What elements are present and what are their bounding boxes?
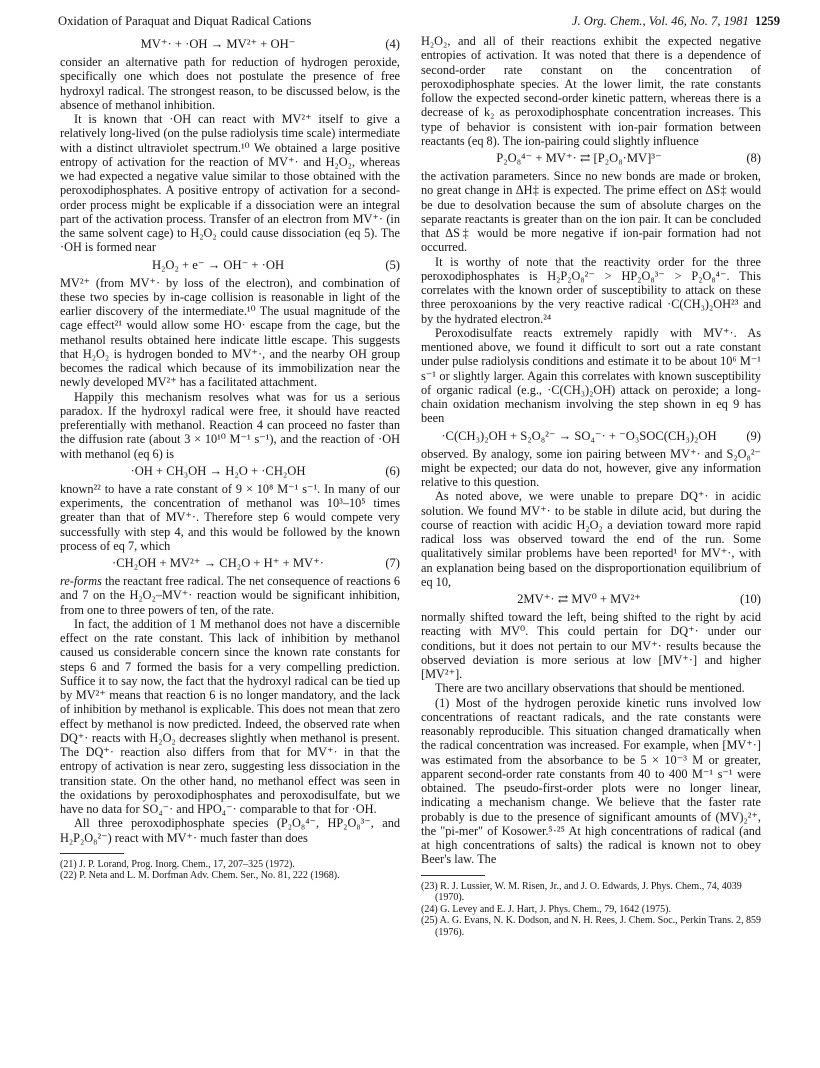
footnote-divider [421, 875, 485, 876]
footnote: (24) G. Levey and E. J. Hart, J. Phys. Chem., 79, 1642 (1975). [421, 903, 671, 915]
equation-formula: P₂O₈⁴⁻ + MV⁺· ⇄ [P₂O₈·MV]³⁻ [496, 151, 662, 165]
equation-number: (9) [746, 428, 761, 443]
equation-6 [60, 463, 400, 479]
paragraph: MV²⁺ (from MV⁺· by loss of the electron), and combination of these two species by in-cage collision is reasonable in light of the earlier discovery of the intermediate.¹⁰ The usual magnitude of the cage effect²¹ would allow some HO· escape from the cage, but the methanol results obtained here indicate little escape. This suggests that H₂O₂ is hydrogen bonded to MV⁺·, and the nearby OH group becomes the radical which because of its immobilization near the newly developed MV²⁺ has a facilitated attachment. [60, 275, 400, 390]
equation-number: (7) [385, 556, 400, 570]
footnote: (23) R. J. Lussier, W. M. Risen, Jr., and J. O. Edwards, J. Phys. Chem., 74, 4039 (1970). [421, 880, 742, 903]
footnote: (22) P. Neta and L. M. Dorfman Adv. Chem. Ser., No. 81, 222 (1968). [60, 870, 340, 882]
equation-number: (8) [746, 151, 761, 165]
equation-formula: ·OH + CH₃OH → H₂O + ·CH₂OH [130, 463, 306, 478]
paragraph: It is known that ·OH can react with MV²⁺ itself to give a relatively long-lived (on the pulse radiolysis time scale) intermediate with a distinct ultraviolet spectrum.¹⁰ We obtained a large positive entropy of activation for the reaction of MV⁺· and H₂O₂, whereas we had expected a negative value similar to those obtained with the peroxodiphosphates. A positive entropy of activation for a second-order process might be explicable if a dissociation were an integral part of the activation process. Transfer of an electron from MV⁺· (in the same solvent cage) to H₂O₂ could cause dissociation (eq 5). The ·OH is formed near [60, 112, 400, 255]
paragraph: observed. By analogy, some ion pairing between MV⁺· and S₂O₈²⁻ might be expected; our data do not, however, give any information relative to this question. [421, 446, 761, 489]
equation-4 [60, 36, 400, 52]
right-column [421, 34, 761, 938]
footnotes [60, 859, 400, 882]
paragraph: Peroxodisulfate reacts extremely rapidly with MV⁺·. As mentioned above, we found it difficult to sort out a rate constant under pulse radiolysis conditions and estimate it to be about 10⁶ M⁻¹ s⁻¹ or slightly larger. Again this correlates with known susceptibility of organic radical (e.g., ·C(CH₃)₂OH) attack on peroxide; a long-chain oxidation mechanism involving the step shown in eq 9 has been [421, 325, 761, 426]
paragraph: It is worthy of note that the reactivity order for the three peroxodiphosphates is H₂P₂O₈²⁻ > HP₂O₈³⁻ > P₂O₈⁴⁻. This correlates with the known order of susceptibility to attack on these three peroxoanions by the very reactive radical ·C(CH₃)₂OH²³ and by the hydrated electron.²⁴ [421, 254, 761, 326]
footnote-divider [60, 853, 124, 854]
equation-5 [60, 257, 400, 273]
paragraph: As noted above, we were unable to prepare DQ⁺· in acidic solution. We found MV⁺· to be stable in dilute acid, but during the course of reaction with acidic H₂O₂ a deviation toward more rapid radical loss was observed toward the end of the run. Some qualitatively similar problems have been reported¹ for MV⁺·, with an explanation being based on the disproportionation equilibrium of eq 10, [421, 489, 761, 589]
journal-name: J. Org. Chem., Vol. 46, No. 7, 1981 [571, 14, 749, 28]
equation-formula: H₂O₂ + e⁻ → OH⁻ + ·OH [151, 257, 285, 272]
equation-8 [421, 150, 761, 166]
left-column [60, 34, 400, 882]
equation-9 [421, 428, 761, 444]
paragraph: There are two ancillary observations that should be mentioned. [435, 681, 745, 696]
journal-citation [572, 12, 780, 30]
equation-formula: ·CH₂OH + MV²⁺ → CH₂O + H⁺ + MV⁺· [112, 556, 324, 570]
footnote: (21) J. P. Lorand, Prog. Inorg. Chem., 17, 207–325 (1972). [60, 858, 295, 870]
equation-formula: 2MV⁺· ⇄ MV⁰ + MV²⁺ [517, 592, 641, 606]
page-number: 1259 [754, 14, 780, 28]
paragraph: the activation parameters. Since no new bonds are made or broken, no great change in ΔH‡ is expected. The prime effect on ΔS‡ would be due to desolvation because the sum of absolute charges on the separate reactants is greater than on the ion pair. It can be concluded that ΔS‡ would be more negative if ion-pair formation had not occurred. [421, 169, 761, 255]
running-title: Oxidation of Paraquat and Diquat Radical Cations [58, 14, 312, 28]
emphasis: re-forms [60, 574, 102, 588]
paragraph: (1) Most of the hydrogen peroxide kinetic runs involved low concentrations of reactant radicals, and the rate constants were reasonably reproducible. This situation changed dramatically when the radical concentration was increased. For example, when [MV⁺·] was estimated from the absorbance to be 5 × 10⁻³ M or greater, apparent second-order rate constants from 40 to 400 M⁻¹ s⁻¹ were obtained. The pseudo-first-order plots were no longer linear, indicating a mechanism change. We believe that the faster rate probably is due to the presence of significant amounts of (MV)₂²⁺, the "pi-mer" of Kosower.⁵·²⁵ At high concentrations of radical (and at high concentrations of salts) the radical is known not to obey Beer's law. The [421, 695, 761, 867]
paragraph-text: the reactant free radical. The net consequence of reactions 6 and 7 on the H₂O₂–MV⁺· reaction would be significant inhibition, from one to three powers of ten, of the rate. [60, 574, 400, 617]
paragraph: normally shifted toward the left, being shifted to the right by acid reacting with MV⁰. This could pertain for DQ⁺· under our conditions, but it does not pertain to our MV⁺· results because the observed deviation is more serious at low [MV⁺·] and higher [MV²⁺]. [421, 610, 761, 681]
equation-number: (6) [385, 463, 400, 478]
equation-number: (10) [740, 592, 761, 606]
equation-number: (4) [385, 37, 400, 51]
paragraph: consider an alternative path for reduction of hydrogen peroxide, specifically one which does not postulate the presence of free hydroxyl radical. The strongest reason, to be discussed below, is the absence of methanol inhibition. [60, 55, 400, 112]
equation-number: (5) [385, 257, 400, 272]
paragraph: In fact, the addition of 1 M methanol does not have a discernible effect on the rate constant. This lack of inhibition by methanol caused us considerable concern since the known rate constants for steps 6 and 7 formed the basis for a very compelling prediction. Suffice it to say now, the fact that the hydroxyl radical can be tied up by MV²⁺ means that reaction 6 is no longer mandatory, and the lack of inhibition by methanol is explicable. This does not mean that zero effect by methanol is now predicted. Indeed, the observed rate when DQ⁺· reacts with H₂O₂ decreases slightly when methanol is present. The DQ⁺· reaction also differs from that for MV⁺· in that the entropy of activation is near zero, suggesting less dissociation in the transition state. On the other hand, no methanol effect was seen in the oxidations by peroxodiphosphates and peroxodisulfate, but we have no data for SO₄⁻· and HPO₄⁻· comparable to that for ·OH. [60, 616, 400, 816]
paragraph: All three peroxodiphosphate species (P₂O₈⁴⁻, HP₂O₈³⁻, and H₂P₂O₈²⁻) react with MV⁺· much faster than does [60, 816, 400, 845]
equation-formula: ·C(CH₃)₂OH + S₂O₈²⁻ → SO₄⁻· + ⁻O₃SOC(CH₃)₂OH [441, 428, 717, 443]
footnote: (25) A. G. Evans, N. K. Dodson, and N. H. Rees, J. Chem. Soc., Perkin Trans. 2, 859 (1976). [421, 915, 761, 938]
paragraph: H₂O₂, and all of their reactions exhibit the expected negative entropies of activation. It was noted that there is a dependence of second-order rate constant on the concentration of peroxodiphosphate species. At the lower limit, the rate constants follow the expected second-order kinetic pattern, whereas there is a decrease of k₂ as peroxodiphosphate concentration increases. This type of behavior is consistent with ion-pair formation between reactants (eq 8). The ion-pairing could slightly influence [421, 34, 761, 148]
running-header [58, 12, 780, 30]
paragraph: known²² to have a rate constant of 9 × 10⁸ M⁻¹ s⁻¹. In many of our experiments, the concentration of methanol was 10³–10⁵ times greater than that of MV⁺·. Therefore step 6 would compete very successfully with step 4, and this would be followed by the known process of eq 7, which [60, 481, 400, 553]
equation-10 [421, 591, 761, 607]
equation-formula: MV⁺· + ·OH → MV²⁺ + OH⁻ [140, 37, 296, 51]
footnotes [421, 881, 761, 939]
paragraph: Happily this mechanism resolves what was for us a serious paradox. If the hydroxyl radical were free, it should have reacted preferentially with methanol. Reaction 4 can proceed no faster than the diffusion rate (about 3 × 10¹⁰ M⁻¹ s⁻¹), and the reaction of ·OH with methanol (eq 6) is [60, 389, 400, 461]
paragraph [60, 574, 400, 617]
equation-7 [60, 555, 400, 571]
